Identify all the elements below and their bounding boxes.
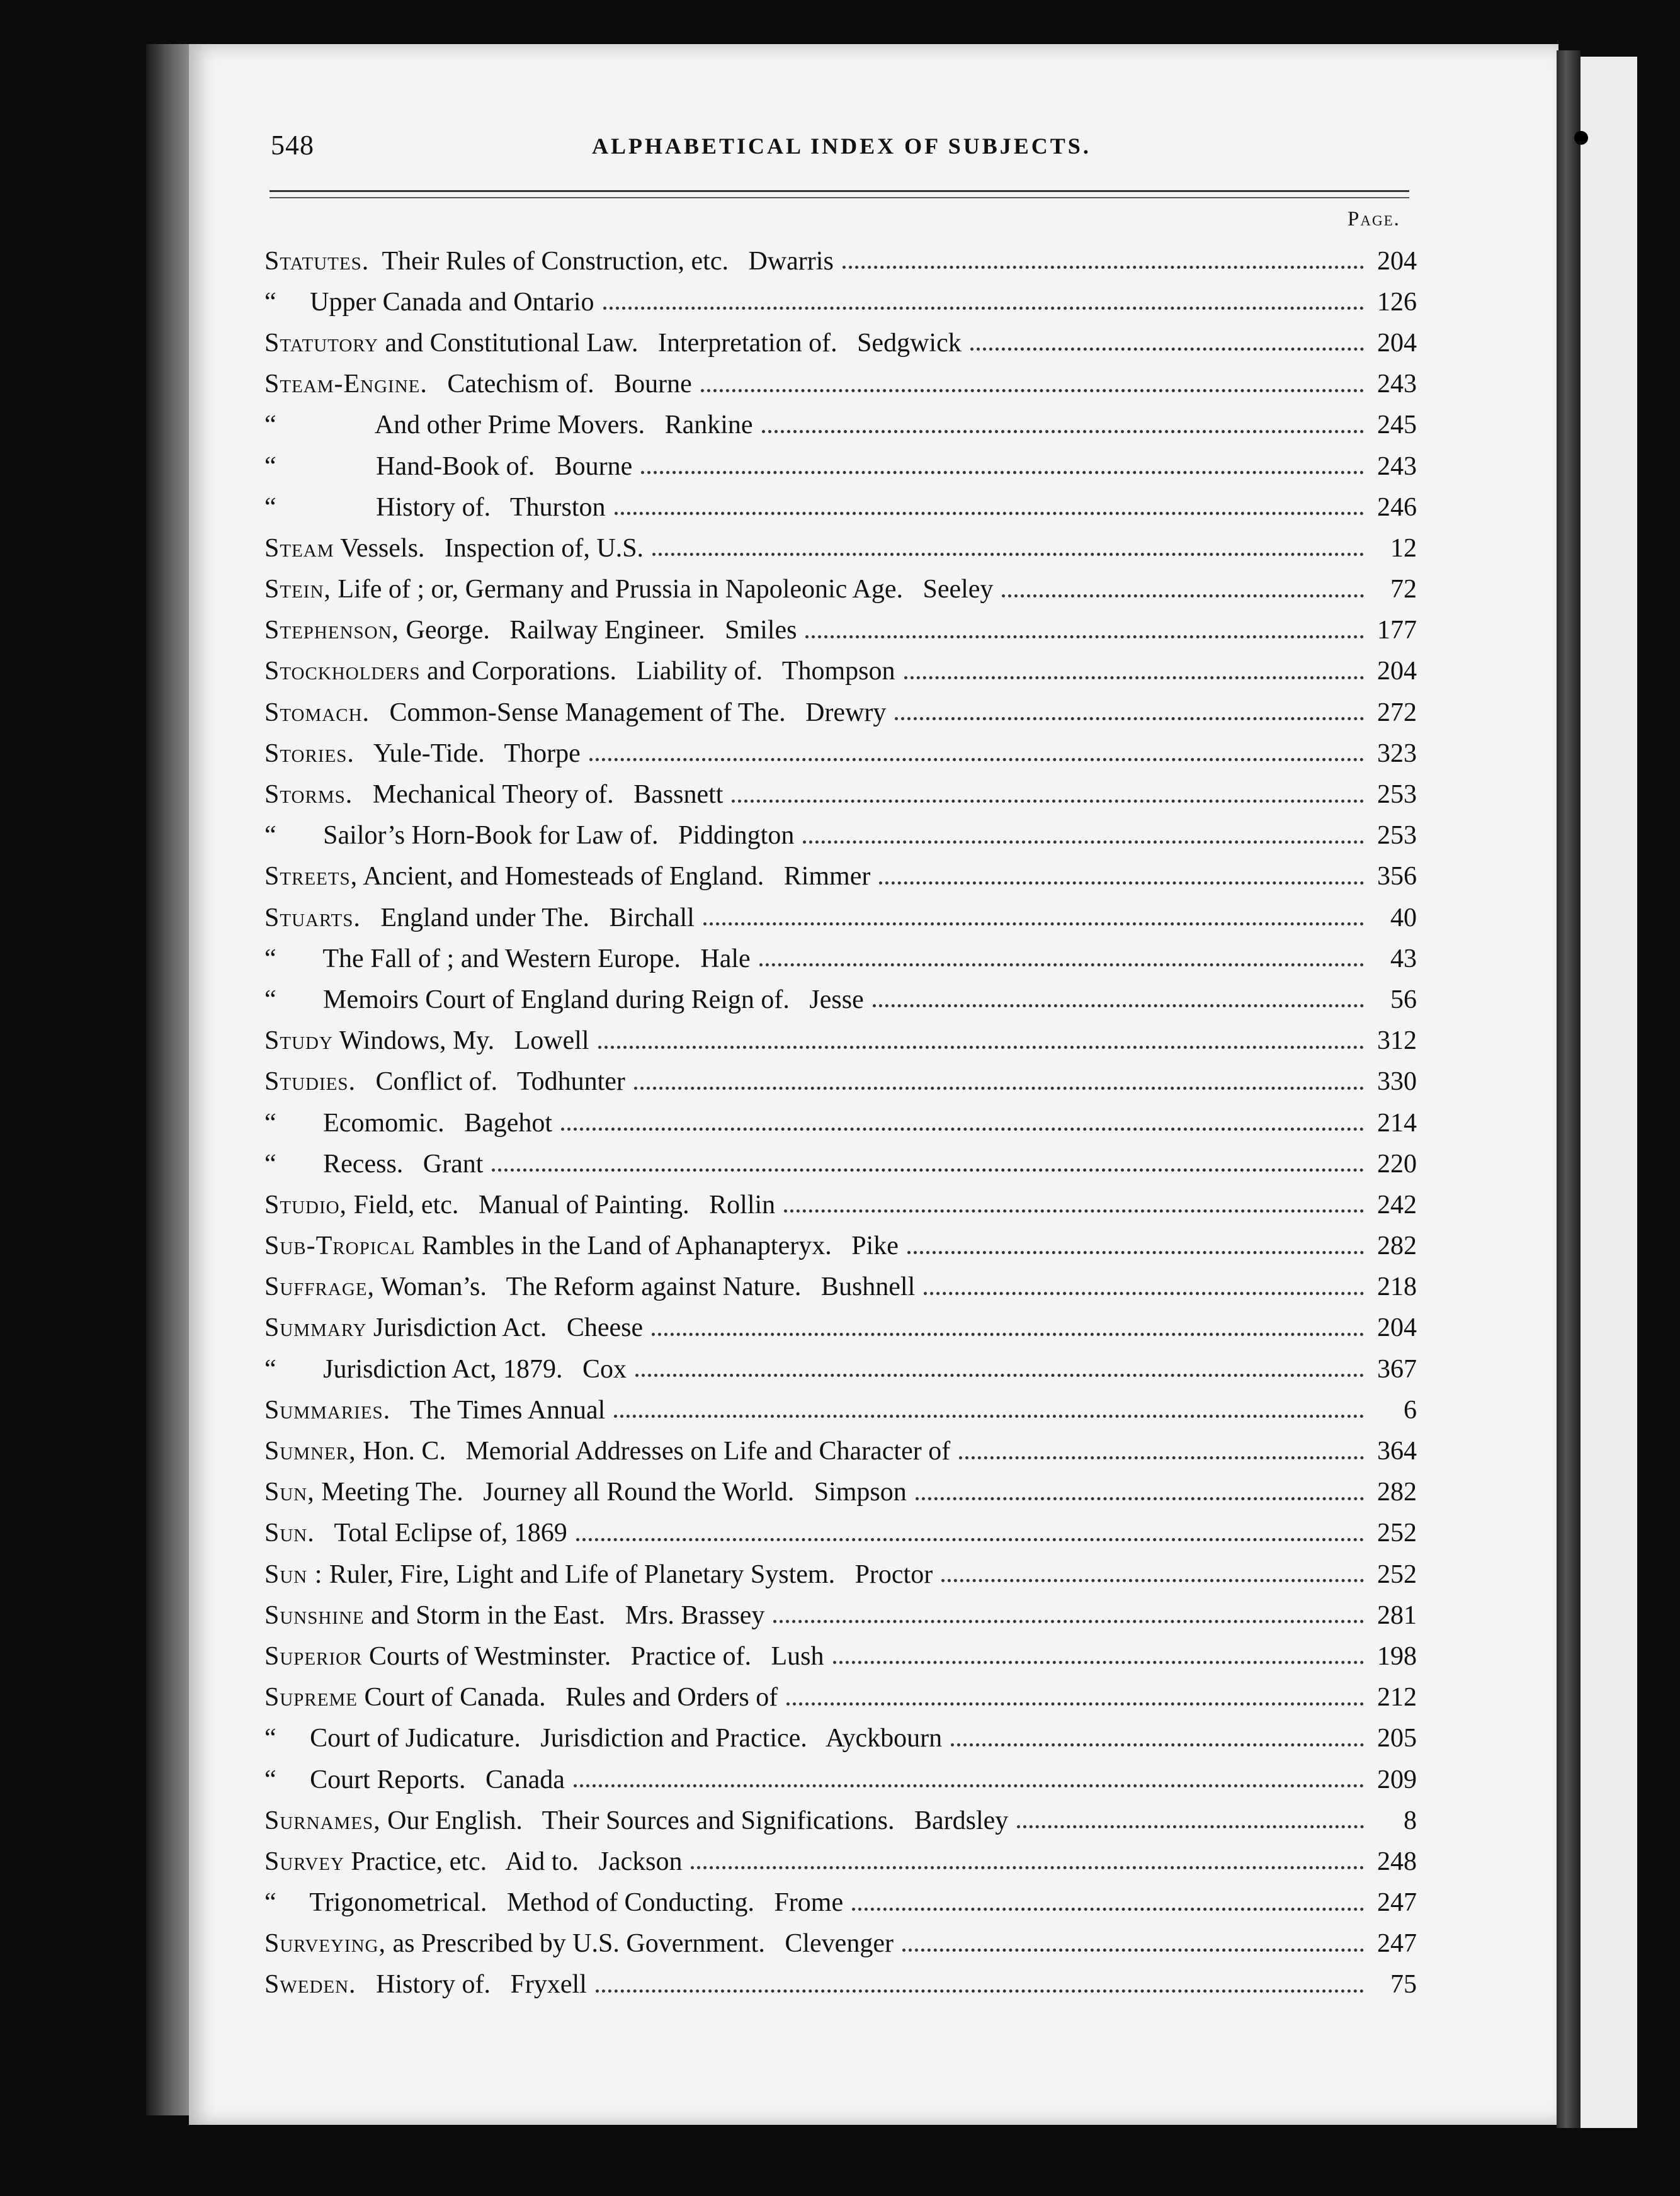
- entry-subject: Study: [264, 1026, 333, 1056]
- entry-page-number: 272: [1377, 698, 1417, 727]
- entry-page-number: 12: [1390, 533, 1417, 563]
- dot-leader: [598, 1046, 1364, 1049]
- entry-page-number: 243: [1377, 370, 1417, 399]
- index-entry: [264, 774, 1417, 815]
- entry-description: Our English. Their Sources and Significations. Bardsley: [380, 1806, 1009, 1835]
- entry-description: and Storm in the East. Mrs. Brassey: [364, 1600, 765, 1630]
- dot-leader: [1017, 1825, 1364, 1828]
- entry-description: Court of Judicature. Jurisdiction and Practice. Ayckbourn: [276, 1724, 943, 1753]
- facing-page-edge: [1581, 57, 1637, 2128]
- entry-description: Rambles in the Land of Aphanapteryx. Pike: [415, 1231, 899, 1261]
- dot-leader: [970, 348, 1364, 351]
- entry-description: Recess. Grant: [276, 1149, 484, 1179]
- index-entry: [264, 1184, 1417, 1225]
- entry-description: Total Eclipse of, 1869: [314, 1519, 567, 1548]
- entry-description: History of. Thurston: [276, 492, 606, 522]
- entry-subject: Stomach.: [264, 698, 370, 727]
- entry-page-number: 252: [1377, 1519, 1417, 1548]
- entry-page-number: 312: [1377, 1026, 1417, 1056]
- entry-subject: “: [264, 1888, 277, 1918]
- dot-leader: [615, 512, 1364, 515]
- dot-leader: [773, 1620, 1364, 1623]
- entry-page-number: 75: [1390, 1970, 1417, 2000]
- dot-leader: [916, 1497, 1364, 1500]
- entry-page-number: 72: [1390, 575, 1417, 604]
- index-entry: [264, 1349, 1417, 1389]
- index-entry: [264, 1964, 1417, 2005]
- index-entry: [264, 364, 1417, 405]
- entry-page-number: 252: [1377, 1559, 1417, 1589]
- index-entry: [264, 1595, 1417, 1636]
- entry-subject: Statutory: [264, 328, 378, 358]
- index-entry: [264, 446, 1417, 487]
- dot-leader: [805, 635, 1364, 638]
- entry-description: Upper Canada and Ontario: [276, 287, 594, 317]
- entry-subject: Suffrage,: [264, 1272, 375, 1302]
- index-entry: [264, 1389, 1417, 1430]
- entry-description: Sailor’s Horn-Book for Law of. Piddington: [276, 821, 795, 851]
- dot-leader: [879, 881, 1364, 885]
- dot-leader: [833, 1661, 1364, 1664]
- dot-leader: [803, 840, 1364, 844]
- entry-page-number: 177: [1377, 616, 1417, 645]
- entry-page-number: 214: [1377, 1108, 1417, 1138]
- dot-leader: [873, 1004, 1364, 1007]
- entry-description: and Corporations. Liability of. Thompson: [420, 657, 895, 686]
- dot-leader: [589, 758, 1364, 761]
- index-entry: [264, 1882, 1417, 1923]
- entry-subject: Stuarts.: [264, 903, 361, 932]
- entry-subject: Streets,: [264, 862, 358, 891]
- index-entry: [264, 487, 1417, 528]
- entry-page-number: 198: [1377, 1641, 1417, 1671]
- entry-subject: Stein,: [264, 575, 331, 604]
- entry-subject: “: [264, 1149, 277, 1179]
- dot-leader: [941, 1579, 1364, 1582]
- index-entry: [264, 1800, 1417, 1841]
- entry-page-number: 8: [1404, 1806, 1417, 1835]
- entry-subject: Superior: [264, 1641, 363, 1671]
- index-entry: [264, 733, 1417, 774]
- entry-page-number: 248: [1377, 1847, 1417, 1876]
- entry-subject: Studies.: [264, 1067, 356, 1097]
- entry-description: England under The. Birchall: [360, 903, 695, 932]
- entry-description: Their Rules of Construction, etc. Dwarris: [369, 246, 834, 276]
- entry-subject: Stories.: [264, 739, 355, 768]
- entry-description: Yule-Tide. Thorpe: [354, 739, 581, 768]
- entry-description: Court of Canada. Rules and Orders of: [358, 1683, 778, 1712]
- entry-subject: Steam-Engine.: [264, 370, 428, 399]
- index-entry: [264, 692, 1417, 733]
- entry-description: Ancient, and Homesteads of England. Rimmer: [358, 862, 871, 891]
- entry-description: Vessels. Inspection of, U.S.: [334, 533, 644, 563]
- entry-subject: Steam: [264, 533, 334, 563]
- entry-subject: Surnames,: [264, 1806, 381, 1835]
- entry-description: Windows, My. Lowell: [332, 1026, 589, 1056]
- entry-page-number: 209: [1377, 1765, 1417, 1794]
- index-entry: [264, 569, 1417, 610]
- entry-page-number: 282: [1377, 1478, 1417, 1507]
- index-entry: [264, 1308, 1417, 1349]
- dot-leader: [492, 1169, 1364, 1172]
- entry-page-number: 245: [1377, 410, 1417, 440]
- entry-description: Mechanical Theory of. Bassnett: [353, 780, 724, 810]
- entry-subject: “: [264, 821, 277, 851]
- entry-subject: “: [264, 492, 277, 522]
- index-entry: [264, 1021, 1417, 1061]
- dot-leader: [852, 1908, 1364, 1911]
- dot-leader: [701, 389, 1364, 392]
- dot-leader: [907, 1251, 1364, 1254]
- dot-leader: [596, 1989, 1364, 1993]
- entry-page-number: 330: [1377, 1067, 1417, 1097]
- index-entry: [264, 938, 1417, 979]
- index-entry: [264, 1472, 1417, 1513]
- entry-description: Jurisdiction Act, 1879. Cox: [276, 1354, 627, 1384]
- entry-description: Conflict of. Todhunter: [355, 1067, 625, 1097]
- entry-page-number: 205: [1377, 1724, 1417, 1753]
- index-entry: [264, 856, 1417, 897]
- running-title: ALPHABETICAL INDEX OF SUBJECTS.: [592, 133, 1091, 159]
- entry-subject: “: [264, 1765, 277, 1794]
- dot-leader: [902, 1949, 1364, 1952]
- entry-description: Ruler, Fire, Light and Life of Planetary System. Proctor: [322, 1559, 933, 1589]
- dot-leader: [784, 1209, 1364, 1213]
- index-entry: [264, 1267, 1417, 1308]
- index-entry: [264, 1923, 1417, 1964]
- entry-description: Courts of Westminster. Practice of. Lush: [362, 1641, 824, 1671]
- index-entry: [264, 1841, 1417, 1882]
- dot-leader: [635, 1374, 1364, 1377]
- dot-leader: [634, 1087, 1364, 1090]
- dot-leader: [759, 963, 1364, 966]
- entry-page-number: 323: [1377, 739, 1417, 768]
- entry-subject: Statutes.: [264, 246, 370, 276]
- index-entry: [264, 405, 1417, 446]
- entry-page-number: 212: [1377, 1683, 1417, 1712]
- entry-page-number: 364: [1377, 1437, 1417, 1466]
- dot-leader: [691, 1866, 1364, 1869]
- entry-description: Hon. C. Memorial Addresses on Life and Character of: [356, 1437, 951, 1466]
- dot-leader: [895, 717, 1364, 720]
- entry-subject: “: [264, 1354, 277, 1384]
- dot-leader: [762, 430, 1364, 433]
- entry-page-number: 6: [1404, 1395, 1417, 1425]
- entry-subject: Sun,: [264, 1478, 315, 1507]
- dot-leader: [614, 1415, 1364, 1418]
- entry-description: Ecomomic. Bagehot: [276, 1108, 553, 1138]
- entry-description: and Constitutional Law. Interpretation of. Sedgwick: [378, 328, 962, 358]
- entry-description: as Prescribed by U.S. Government. Clevenger: [385, 1929, 894, 1959]
- entry-description: And other Prime Movers. Rankine: [276, 410, 753, 440]
- dot-leader: [732, 800, 1364, 803]
- index-entry: [264, 528, 1417, 569]
- entry-page-number: 243: [1377, 451, 1417, 481]
- index-entry: [264, 1513, 1417, 1554]
- entry-subject: Sweden.: [264, 1970, 356, 2000]
- entry-description: Field, etc. Manual of Painting. Rollin: [347, 1190, 776, 1220]
- entry-page-number: 56: [1390, 985, 1417, 1014]
- entry-subject: Sub-Tropical: [264, 1231, 416, 1261]
- dot-leader: [641, 471, 1364, 474]
- page-gutter: [1557, 50, 1581, 2128]
- entry-subject: Surveying,: [264, 1929, 386, 1959]
- index-entry: [264, 1430, 1417, 1471]
- entry-subject: Sumner,: [264, 1437, 356, 1466]
- entry-subject: “: [264, 1108, 277, 1138]
- header-rule-thin: [270, 197, 1409, 198]
- entry-subject: “: [264, 451, 277, 481]
- page-header: [271, 129, 1414, 173]
- entry-subject: Summary: [264, 1313, 367, 1343]
- entry-page-number: 204: [1377, 328, 1417, 358]
- entry-page-number: 367: [1377, 1354, 1417, 1384]
- entry-description: Life of ; or, Germany and Prussia in Napoleonic Age. Seeley: [331, 575, 994, 604]
- entry-page-number: 247: [1377, 1929, 1417, 1959]
- entry-description: The Times Annual: [390, 1395, 606, 1425]
- entry-subject: Studio,: [264, 1190, 348, 1220]
- entry-subject: Supreme: [264, 1683, 358, 1712]
- entry-page-number: 220: [1377, 1149, 1417, 1179]
- index-entry: [264, 281, 1417, 322]
- entry-subject: Summaries.: [264, 1395, 391, 1425]
- dot-leader: [652, 1333, 1364, 1336]
- dot-leader: [561, 1128, 1364, 1131]
- dot-leader: [843, 266, 1364, 269]
- dot-leader: [904, 676, 1364, 679]
- entry-page-number: 126: [1377, 287, 1417, 317]
- entry-page-number: 40: [1390, 903, 1417, 932]
- index-entry: [264, 1226, 1417, 1267]
- entry-subject: “: [264, 287, 277, 317]
- index-entry: [264, 1636, 1417, 1677]
- index-entry: [264, 1554, 1417, 1595]
- ink-spot: [1574, 131, 1588, 145]
- entry-description: George. Railway Engineer. Smiles: [399, 616, 797, 645]
- page-column-label: Page.: [1348, 208, 1400, 230]
- index-entry: [264, 1718, 1417, 1759]
- entry-description: The Fall of ; and Western Europe. Hale: [276, 944, 751, 973]
- entry-page-number: 356: [1377, 862, 1417, 891]
- index-entry: [264, 1102, 1417, 1143]
- entry-subject: Sunshine: [264, 1600, 365, 1630]
- index-entry: [264, 241, 1417, 281]
- entry-subject: “: [264, 944, 277, 973]
- entry-subject: Sun.: [264, 1519, 315, 1548]
- entry-subject: Survey: [264, 1847, 344, 1876]
- entry-page-number: 204: [1377, 657, 1417, 686]
- entry-page-number: 247: [1377, 1888, 1417, 1918]
- entry-description: Common-Sense Management of The. Drewry: [370, 698, 887, 727]
- dot-leader: [576, 1538, 1364, 1541]
- entry-page-number: 281: [1377, 1600, 1417, 1630]
- entry-description: Memoirs Court of England during Reign of. Jesse: [276, 985, 864, 1014]
- dot-leader: [1002, 594, 1364, 597]
- index-entry: [264, 1143, 1417, 1184]
- page-number: 548: [271, 130, 314, 161]
- index-entries: [264, 241, 1417, 2005]
- entry-subject: “: [264, 985, 277, 1014]
- entry-subject: “: [264, 410, 277, 440]
- index-entry: [264, 1061, 1417, 1102]
- entry-description: Practice, etc. Aid to. Jackson: [344, 1847, 683, 1876]
- index-entry: [264, 815, 1417, 856]
- index-entry: [264, 651, 1417, 692]
- entry-description: History of. Fryxell: [356, 1970, 587, 2000]
- index-entry: [264, 979, 1417, 1020]
- entry-page-number: 204: [1377, 246, 1417, 276]
- entry-page-number: 246: [1377, 492, 1417, 522]
- index-entry: [264, 610, 1417, 651]
- entry-page-number: 204: [1377, 1313, 1417, 1343]
- entry-page-number: 282: [1377, 1231, 1417, 1261]
- index-entry: [264, 897, 1417, 938]
- dot-leader: [652, 553, 1364, 556]
- entry-subject: Storms.: [264, 780, 353, 810]
- entry-subject: Stephenson,: [264, 616, 400, 645]
- entry-description: Trigonometrical. Method of Conducting. Frome: [276, 1888, 844, 1918]
- entry-page-number: 253: [1377, 780, 1417, 810]
- dot-leader: [786, 1702, 1364, 1706]
- dot-leader: [703, 922, 1364, 925]
- dot-leader: [574, 1784, 1364, 1787]
- dot-leader: [951, 1743, 1364, 1746]
- entry-page-number: 253: [1377, 821, 1417, 851]
- header-rule: [270, 190, 1409, 192]
- entry-subject: “: [264, 1724, 277, 1753]
- dot-leader: [924, 1292, 1364, 1295]
- entry-subject: Stockholders: [264, 657, 421, 686]
- entry-description: Court Reports. Canada: [276, 1765, 565, 1794]
- entry-page-number: 43: [1390, 944, 1417, 973]
- index-entry: [264, 1677, 1417, 1718]
- entry-page-number: 242: [1377, 1190, 1417, 1220]
- entry-description: Hand-Book of. Bourne: [276, 451, 633, 481]
- entry-description: Woman’s. The Reform against Nature. Bushnell: [375, 1272, 916, 1302]
- dot-leader: [959, 1456, 1364, 1459]
- entry-subject: Sun :: [264, 1559, 323, 1589]
- index-entry: [264, 322, 1417, 363]
- entry-description: Catechism of. Bourne: [427, 370, 692, 399]
- entry-page-number: 218: [1377, 1272, 1417, 1302]
- index-entry: [264, 1759, 1417, 1800]
- entry-description: Jurisdiction Act. Cheese: [366, 1313, 644, 1343]
- dot-leader: [603, 307, 1365, 310]
- entry-description: Meeting The. Journey all Round the World. Simpson: [314, 1478, 907, 1507]
